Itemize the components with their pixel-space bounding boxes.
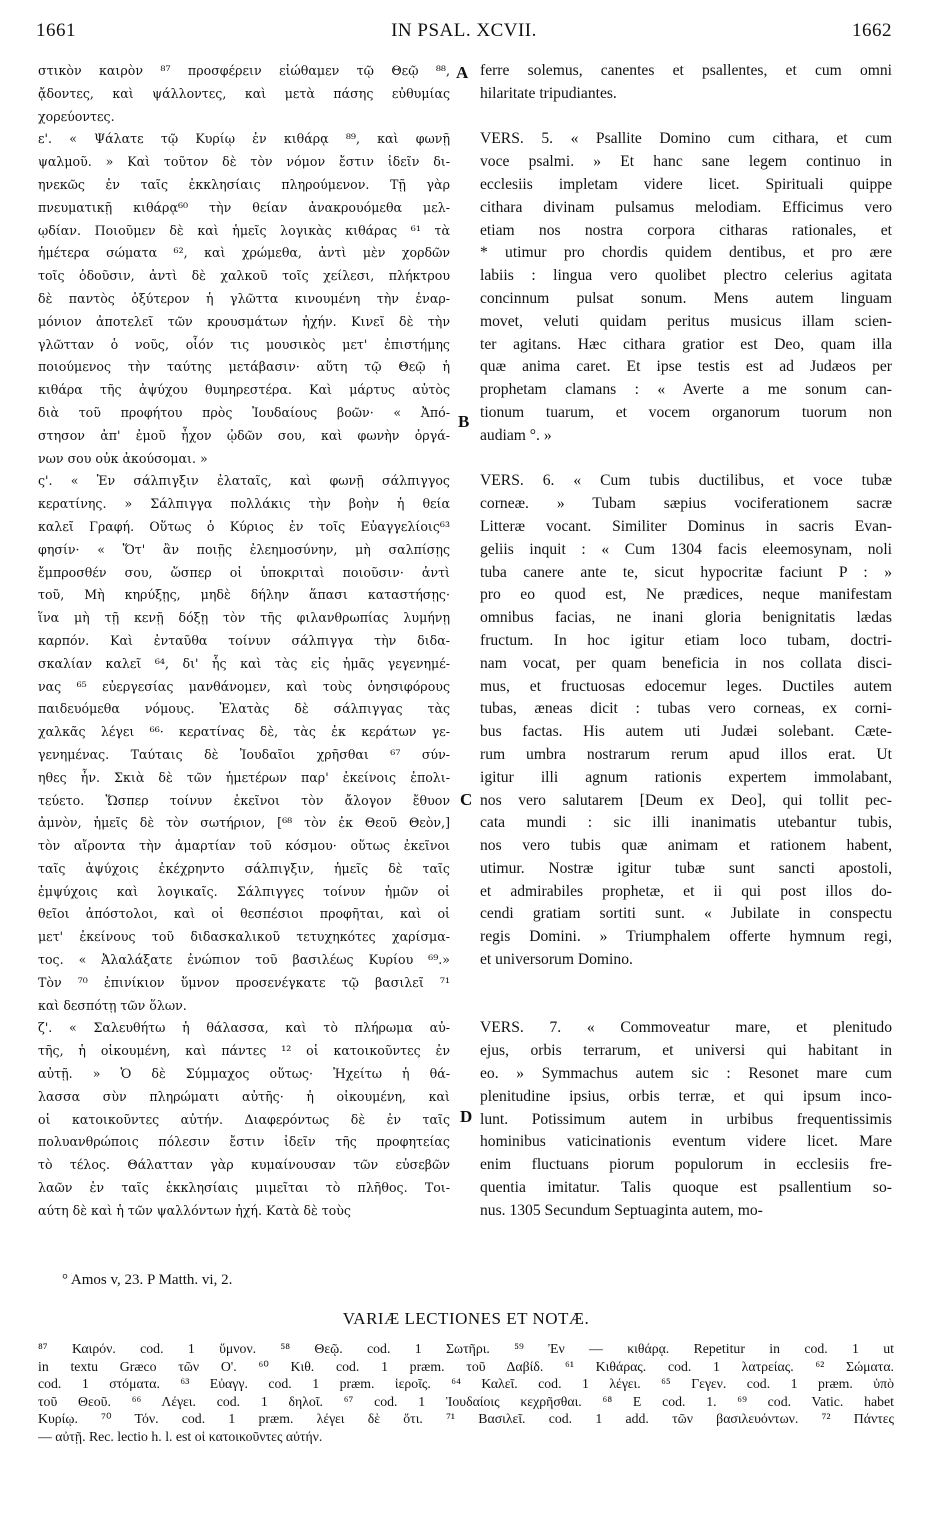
text-line: lunt. Potissimum autem in urbibus frequentissimis bbox=[480, 1110, 892, 1128]
text-line: hilaritate tripudiantes. bbox=[480, 84, 617, 102]
text-line: νας ⁶⁵ εὐεργεσίας μανθάνομεν, καὶ τοὺς ὀνησιφόρους bbox=[38, 678, 450, 694]
text-line: ter agitans. Hæc cithara gratior est Deo, quam illa bbox=[480, 335, 892, 353]
running-title: IN PSAL. XCVII. bbox=[391, 20, 537, 41]
text-line: nos vero tubis quæ animam et rationem habent, bbox=[480, 837, 892, 855]
text-line: plenitudine ipsius, orbis terræ, et qui ipsum inco- bbox=[480, 1087, 892, 1105]
variant-reading-line: Κυρίῳ. ⁷⁰ Τόν. cod. 1 præm. λέγει δὲ ὅτι. ⁷¹ Βασιλεῖ. cod. 1 add. τῶν βασιλευόντων. ⁷² Πάντες bbox=[38, 1411, 894, 1426]
margin-letter-b: B bbox=[458, 412, 470, 431]
text-line: ῳδίαν. Ποιοῦμεν δὲ καὶ ἡμεῖς λογικὰς κιθάρας ⁶¹ τὰ bbox=[38, 222, 450, 238]
text-line: eo. » Symmachus autem sic : Resonet mare cum bbox=[480, 1065, 892, 1083]
text-line: ἡμέτερα σώματα ⁶², καὶ χρώμεθα, ἀντὶ μὲν χορδῶν bbox=[38, 245, 450, 261]
text-line: μόνιον ἀποτελεῖ τῶν κρουσμάτων ἠχήν. Κινεῖ δὲ τὴν bbox=[38, 313, 450, 329]
text-line: cithara divinam pulsamus melodiam. Efficimus vero bbox=[480, 198, 892, 216]
scripture-references: ° Amos v, 23. P Matth. vi, 2. bbox=[62, 1272, 233, 1288]
text-line: πνευματικῇ κιθάρᾳ⁶⁰ τὴν θείαν ἀνακρουόμεθα μελ- bbox=[38, 199, 450, 215]
variant-reading-line: — αὐτῇ. Rec. lectio h. l. est οἱ κατοικοῦντες αὐτήν. bbox=[38, 1428, 323, 1444]
text-line: movet, veluti quidam peritus musicus illam scien- bbox=[480, 312, 892, 330]
variant-reading-line: ⁸⁷ Καιρόν. cod. 1 ὕμνον. ⁵⁸ Θεῷ. cod. 1 Σωτῆρι. ⁵⁹ Ἐν — κιθάρᾳ. Repetitur in cod. 1 ut bbox=[38, 1341, 894, 1356]
text-line: τὸν αἴροντα τὴν ἁμαρτίαν τοῦ κόσμου· οὕτως ἐκεῖνοι bbox=[38, 838, 450, 854]
text-line: τεύετο. Ὥσπερ τοίνυν ἐκεῖνοι τὸν ἄλογον ἔθυον bbox=[38, 792, 450, 808]
text-line: geliis inquit : « Cum 1304 facis eleemosynam, noli bbox=[480, 540, 892, 558]
text-line: voce psalmi. » Et hanc sane legem continuo in bbox=[480, 153, 892, 171]
text-line: πολυανθρώποις πόλεσιν ἔστιν ἰδεῖν τῆς προφητείας bbox=[38, 1134, 450, 1150]
text-line: VERS. 7. « Commoveatur mare, et plenitudo bbox=[480, 1019, 892, 1037]
variant-reading-line: in textu Græco τῶν Ο'. ⁶⁰ Κιθ. cod. 1 præm. τοῦ Δαβίδ. ⁶¹ Κιθάρας. cod. 1 λατρείας. ⁶² Σώματα. bbox=[38, 1358, 894, 1374]
text-line: tionum tuarum, et vocem organorum tuorum non bbox=[480, 403, 892, 421]
text-line bbox=[480, 995, 892, 1018]
text-line: ζ'. « Σαλευθήτω ἡ θάλασσα, καὶ τὸ πλήρωμα αὐ- bbox=[38, 1020, 450, 1036]
text-line: αὐτῇ. » Ὁ δὲ Σύμμαχος οὕτως· Ἠχείτω ἡ θά- bbox=[38, 1066, 450, 1082]
text-line: φησίν· « Ὅτ' ἂν ποιῇς ἐλεημοσύνην, μὴ σαλπίσῃς bbox=[38, 541, 450, 557]
text-line: * utimur pro chordis quidem dentibus, et pro ære bbox=[480, 244, 892, 262]
text-line: κερατίνης. » Σάλπιγγα πολλάκις τὴν βοὴν ἡ θεία bbox=[38, 496, 450, 512]
text-line: VERS. 6. « Cum tubis ductilibus, et voce tubæ bbox=[480, 472, 892, 490]
text-line: Litteræ vocant. Similiter Dominus in sacris Evan- bbox=[480, 517, 892, 535]
text-line: δὲ παντὸς ὀξύτερον ἡ γλῶττα κινουμένη τὴν ἐναρ- bbox=[38, 290, 450, 306]
page-number-right: 1662 bbox=[852, 20, 892, 41]
text-line: τοῖς ὀδοῦσιν, ἀντὶ δὲ χαλκοῦ τοῖς χείλεσι, πλήκτρου bbox=[38, 268, 450, 284]
text-line: μετ' ἐκείνους τοῦ διδασκαλικοῦ τετυχηκότες χαρίσμα- bbox=[38, 929, 450, 945]
text-line: etiam nos nostra corpora citharas rationales, et bbox=[480, 221, 892, 239]
text-line: enim fluctuans piorum populorum in ecclesiis fre- bbox=[480, 1156, 892, 1174]
notes-title: VARIÆ LECTIONES ET NOTÆ. bbox=[342, 1309, 590, 1328]
text-line: παιδευόμεθα νόμους. Ἐλατὰς δὲ σάλπιγγας τὰς bbox=[38, 701, 450, 717]
text-line: Τὸν ⁷⁰ ἐπινίκιον ὕμνον προσενέγκατε τῷ βασιλεῖ ⁷¹ bbox=[38, 974, 450, 990]
text-line: κιθάρα τῆς ἀψύχου θυμηρεστέρα. Καὶ μάρτυς αὐτὸς bbox=[38, 382, 450, 398]
text-line: τοῦ, Μὴ κηρύξῃς, μηδὲ δήλην ἅπασι καταστήσῃς· bbox=[38, 587, 450, 603]
margin-letter-d: D bbox=[460, 1107, 473, 1126]
text-line: ᾄδοντες, καὶ ψάλλοντες, καὶ μετὰ πάσης εὐθυμίας bbox=[38, 85, 450, 101]
text-line: ποιούμενος τὴν ταύτης μετάβασιν· αὕτη τῷ Θεῷ ἡ bbox=[38, 359, 450, 375]
text-line: cata mundi : sic illi inanimatis utebantur tubis, bbox=[480, 814, 892, 832]
text-line: igitur illi agnum rationis expertem immolabant, bbox=[480, 768, 892, 786]
text-line: ejus, orbis terrarum, et universi qui habitant in bbox=[480, 1042, 892, 1060]
text-line: pro eo quod est, Ne prædices, neque manifestam bbox=[480, 586, 892, 604]
variant-readings bbox=[38, 1340, 894, 1445]
text-line: et universorum Domino. bbox=[480, 951, 633, 969]
text-line: prophetam clamans : « Averte a me sonum can- bbox=[480, 381, 892, 399]
text-line: audiam °. » bbox=[480, 426, 552, 444]
text-line: fructum. In hoc igitur etiam loco tubam, doctri- bbox=[480, 631, 892, 649]
text-line: ἵνα μὴ τῇ κενῇ δόξῃ τὸν τῆς φιλανθρωπίας λυμήνῃ bbox=[38, 610, 450, 626]
text-line: cendi gratiam sortiti sunt. « Jubilate in conspectu bbox=[480, 905, 892, 923]
text-line: διὰ τοῦ προφήτου πρὸς Ἰουδαίους βοῶν· « Ἀπό- bbox=[38, 404, 450, 420]
text-line: nos vero salutarem [Deum ex Deo], qui tollit pec- bbox=[480, 791, 892, 809]
text-line: et admirabiles prophetæ, et ii qui post illos do- bbox=[480, 882, 892, 900]
text-line: καρπόν. Καὶ ἐνταῦθα τοίνυν σάλπιγγα τὴν διδα- bbox=[38, 632, 450, 648]
text-line: ς'. « Ἐν σάλπιγξιν ἐλαταῖς, καὶ φωνῇ σάλπιγγος bbox=[38, 473, 450, 489]
text-line: ferre solemus, canentes et psallentes, et cum omni bbox=[480, 62, 892, 79]
text-line: ψαλμοῦ. » Καὶ τοῦτον δὲ τὸν νόμον ἔστιν ἰδεῖν δι- bbox=[38, 154, 450, 170]
text-line: ἐμψύχοις καὶ λογικαῖς. Σάλπιγγες τοίνυν ἡμῶν οἱ bbox=[38, 883, 450, 899]
latin-text-column bbox=[480, 60, 892, 1223]
text-line: nus. 1305 Secundum Septuaginta autem, mo- bbox=[480, 1201, 763, 1219]
text-line: corneæ. » Tubam sæpius vociferationem sacræ bbox=[480, 495, 892, 513]
text-line: concinnum pulsat sonum. Mens autem linguam bbox=[480, 289, 892, 307]
text-line bbox=[480, 972, 892, 995]
text-line: utimur. Nostræ igitur tubæ sunt sancti apostoli, bbox=[480, 859, 892, 877]
variant-reading-line: τοῦ Θεοῦ. ⁶⁶ Λέγει. cod. 1 δηλοῖ. ⁶⁷ cod. 1 Ἰουδαίοις κεχρῆσθαι. ⁶⁸ E cod. 1. ⁶⁹ cod. Vatic. habet bbox=[38, 1393, 894, 1409]
text-line: οἱ κατοικοῦντες αὐτήν. Διαφερόντως δὲ ἐν ταῖς bbox=[38, 1111, 450, 1127]
text-line bbox=[480, 106, 892, 129]
variant-reading-line: cod. 1 στόματα. ⁶³ Εὐαγγ. cod. 1 præm. ἱεροῖς. ⁶⁴ Καλεῖ. cod. 1 λέγει. ⁶⁵ Γεγεν. cod. 1 præm. ὑπὸ bbox=[38, 1376, 894, 1391]
text-line: γλῶτταν ὁ νοῦς, οἷόν τις μουσικὸς μετ' ἐπιστήμης bbox=[38, 336, 450, 352]
text-line: χαλκᾶς λέγει ⁶⁶· κερατίνας δὲ, τὰς ἐκ κεράτων γε- bbox=[38, 724, 450, 740]
text-line: σκαλίαν καλεῖ ⁶⁴, δι' ἧς καὶ τὰς εἰς ἡμᾶς γεγενημέ- bbox=[38, 655, 450, 671]
text-line: rum umbra nostrarum rerum apud illos erat. Ut bbox=[480, 745, 892, 763]
text-line: θεῖοι ἀπόστολοι, καὶ οἱ θεσπέσιοι προφῆται, καὶ οἱ bbox=[38, 906, 450, 922]
text-line: ἔμπροσθέν σου, ὥσπερ οἱ ὑποκριταὶ ποιοῦσιν· ἀντὶ bbox=[38, 564, 450, 580]
text-line: labiis : lingua vero quolibet plectro celerius agitata bbox=[480, 267, 892, 285]
text-line: quentia imitatur. Talis quoque est psallentium so- bbox=[480, 1179, 892, 1197]
text-line: καὶ δεσπότῃ τῶν ὅλων. bbox=[38, 997, 187, 1013]
text-line: χορεύοντες. bbox=[38, 108, 115, 124]
text-line: τος. « Ἀλαλάξατε ἐνώπιον τοῦ βασιλέως Κυρίου ⁶⁹.» bbox=[38, 952, 450, 968]
text-line: στικὸν καιρὸν ⁸⁷ προσφέρειν εἰώθαμεν τῷ Θεῷ ⁸⁸, bbox=[38, 63, 450, 78]
margin-letter-a: A bbox=[456, 63, 469, 82]
text-line: λασσα σὺν πληρώματι αὐτῆς· ἡ οἰκουμένη, καὶ bbox=[38, 1088, 450, 1104]
text-line: ηθες ἦν. Σκιὰ δὲ τῶν ἡμετέρων παρ' ἐκείνοις ἐπολι- bbox=[38, 769, 450, 785]
text-line: quæ anima caret. Et ipse testis est ad Judæos per bbox=[480, 358, 892, 376]
text-line: ecclesiis impletam videre licet. Spirituali quippe bbox=[480, 175, 892, 193]
text-line: στησον ἀπ' ἐμοῦ ἦχον ᾠδῶν σου, καὶ φωνὴν ὀργά- bbox=[38, 427, 450, 443]
text-line: mus, et fructuosas edocemur leges. Ductiles autem bbox=[480, 677, 892, 695]
text-line: νων σου οὐκ ἀκούσομαι. » bbox=[38, 450, 208, 466]
text-line: ἀμνὸν, ἡμεῖς δὲ τὸν σωτήριον, [⁶⁸ τὸν ἐκ Θεοῦ Θεὸν,] bbox=[38, 815, 450, 831]
text-line: ταῖς ἀψύχοις ἐκέχρηντο σάλπιγξιν, ἡμεῖς δὲ ταῖς bbox=[38, 860, 450, 876]
text-line: τῆς, ἡ οἰκουμένη, καὶ πάντες ¹² οἱ κατοικοῦντες ἐν bbox=[38, 1043, 450, 1059]
text-line: omnibus facias, ne inani gloria benignitatis lædas bbox=[480, 609, 892, 627]
text-line: τὸ τέλος. Θάλατταν γὰρ κυμαίνουσαν τῶν εὐσεβῶν bbox=[38, 1157, 450, 1173]
page-number-left: 1661 bbox=[36, 20, 76, 41]
text-line: ε'. « Ψάλατε τῷ Κυρίῳ ἐν κιθάρᾳ ⁸⁹, καὶ φωνῇ bbox=[38, 131, 450, 147]
text-line: ηνεκῶς ἐν ταῖς ἐκκλησίαις πληρούμενον. Τῇ γὰρ bbox=[38, 176, 450, 192]
text-line: tubas, æneas dicit : tubas vero corneas, ex corni- bbox=[480, 700, 892, 718]
text-line: bus factas. His autem uti Judæi solebant. Cæte- bbox=[480, 723, 892, 741]
text-line: hominibus vaticinationis eventum videre licet. Mare bbox=[480, 1133, 892, 1151]
text-line bbox=[480, 448, 892, 471]
text-line: λαῶν ἐν ταῖς ἐκκλησίαις μιμεῖται τὸ πλῆθος. Τοι- bbox=[38, 1180, 450, 1196]
text-line: tuba canere ante te, sicut hypocritæ faciunt P : » bbox=[480, 563, 892, 581]
text-line: VERS. 5. « Psallite Domino cum cithara, et cum bbox=[480, 130, 892, 148]
text-line: καλεῖ Γραφή. Οὕτως ὁ Κύριος ἐν τοῖς Εὐαγγελίοις⁶³ bbox=[38, 518, 450, 534]
text-line: regis Domini. » Triumphalem offerte hymnum regi, bbox=[480, 928, 892, 946]
text-line: αύτη δὲ καὶ ἡ τῶν ψαλλόντων ἠχή. Κατὰ δὲ τοὺς bbox=[38, 1202, 351, 1218]
text-line: nam vocat, per quam beneficia in nos collata disci- bbox=[480, 654, 892, 672]
greek-text-column bbox=[38, 60, 450, 1223]
text-line: γενημένας. Ταύταις δὲ Ἰουδαῖοι χρῆσθαι ⁶⁷ σύν- bbox=[38, 746, 450, 762]
margin-letter-c: C bbox=[460, 790, 473, 809]
